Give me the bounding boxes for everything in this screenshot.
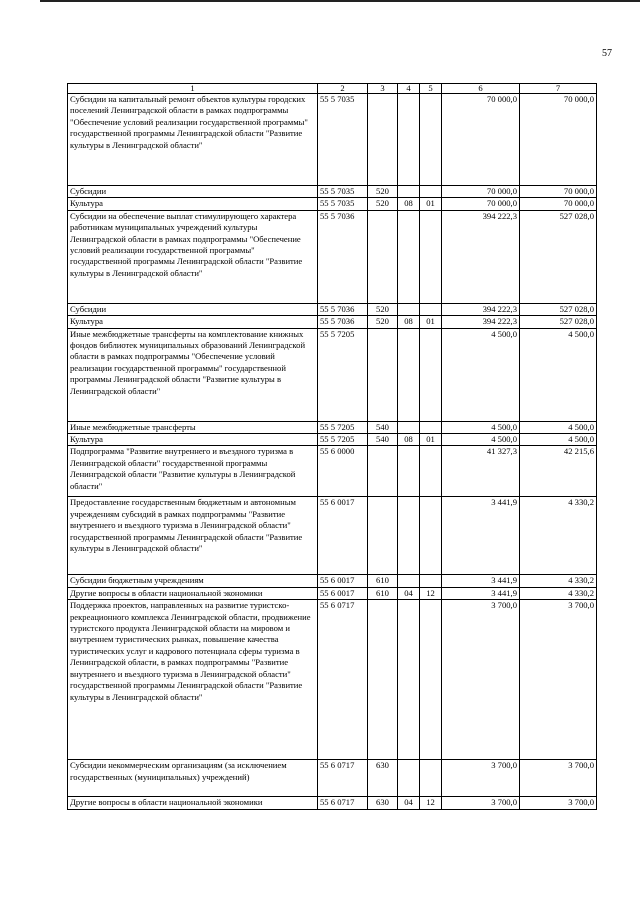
row-code: 55 6 0717 <box>318 760 368 797</box>
table-row <box>68 600 597 760</box>
row-value-1: 4 500,0 <box>442 421 520 433</box>
row-name: Культура <box>68 316 318 328</box>
row-value-2: 4 500,0 <box>520 328 597 421</box>
row-code: 55 6 0017 <box>318 587 368 599</box>
row-pr <box>420 497 442 575</box>
row-value-2: 70 000,0 <box>520 198 597 210</box>
row-code: 55 6 0017 <box>318 575 368 587</box>
row-value-1: 3 700,0 <box>442 760 520 797</box>
row-rz: 08 <box>398 434 420 446</box>
table-row <box>68 434 597 446</box>
row-rz: 08 <box>398 316 420 328</box>
table-row <box>68 446 597 497</box>
table-row <box>68 587 597 599</box>
row-code: 55 5 7036 <box>318 316 368 328</box>
row-rz: 04 <box>398 797 420 809</box>
row-code: 55 5 7035 <box>318 94 368 186</box>
table-row <box>68 303 597 315</box>
row-name: Поддержка проектов, направленных на развитие туристско-рекреационного комплекса Ленинградской области, продвижение туристского продукта Ленинградской области на мировом и внутреннем туристических рынках, повышение качества туристических услуг и кадрового потенциала сферы туризма в Ленинградской области, в рамках подпрограммы "Развитие внутреннего и въездного туризма в Ленинградской области" государственной программы Ленинградской области "Развитие культуры в Ленинградской области" <box>68 600 318 760</box>
row-rz <box>398 760 420 797</box>
row-vr <box>368 497 398 575</box>
row-vr <box>368 600 398 760</box>
row-value-1: 3 441,9 <box>442 575 520 587</box>
row-code: 55 5 7036 <box>318 303 368 315</box>
row-pr: 12 <box>420 797 442 809</box>
row-pr: 01 <box>420 198 442 210</box>
row-vr: 540 <box>368 421 398 433</box>
row-name: Культура <box>68 198 318 210</box>
row-value-2: 70 000,0 <box>520 186 597 198</box>
table-row <box>68 186 597 198</box>
row-vr: 540 <box>368 434 398 446</box>
row-pr: 12 <box>420 587 442 599</box>
row-code: 55 6 0717 <box>318 797 368 809</box>
row-pr <box>420 328 442 421</box>
row-value-1: 3 441,9 <box>442 497 520 575</box>
table-row <box>68 421 597 433</box>
row-name: Субсидии некоммерческим организациям (за исключением государственных (муниципальных) учреждений) <box>68 760 318 797</box>
table-row <box>68 210 597 303</box>
row-code: 55 5 7205 <box>318 434 368 446</box>
row-value-2: 3 700,0 <box>520 760 597 797</box>
header-cell: 1 <box>68 84 318 94</box>
row-vr <box>368 328 398 421</box>
row-value-2: 527 028,0 <box>520 210 597 303</box>
table-row <box>68 328 597 421</box>
row-pr <box>420 303 442 315</box>
table-row <box>68 760 597 797</box>
row-vr: 630 <box>368 760 398 797</box>
row-value-2: 4 500,0 <box>520 434 597 446</box>
row-code: 55 5 7035 <box>318 198 368 210</box>
row-value-1: 70 000,0 <box>442 198 520 210</box>
row-pr <box>420 421 442 433</box>
row-value-1: 394 222,3 <box>442 316 520 328</box>
row-value-2: 4 500,0 <box>520 421 597 433</box>
row-pr: 01 <box>420 316 442 328</box>
row-pr <box>420 94 442 186</box>
header-cell: 5 <box>420 84 442 94</box>
row-rz <box>398 575 420 587</box>
row-value-2: 527 028,0 <box>520 316 597 328</box>
row-rz <box>398 497 420 575</box>
row-name: Субсидии <box>68 186 318 198</box>
row-code: 55 5 7205 <box>318 421 368 433</box>
row-value-1: 41 327,3 <box>442 446 520 497</box>
row-value-2: 70 000,0 <box>520 94 597 186</box>
row-vr: 630 <box>368 797 398 809</box>
row-value-2: 4 330,2 <box>520 575 597 587</box>
row-rz <box>398 600 420 760</box>
table-row <box>68 316 597 328</box>
row-name: Субсидии <box>68 303 318 315</box>
row-code: 55 6 0000 <box>318 446 368 497</box>
row-value-1: 70 000,0 <box>442 94 520 186</box>
row-pr <box>420 186 442 198</box>
row-code: 55 5 7035 <box>318 186 368 198</box>
row-pr <box>420 575 442 587</box>
row-value-1: 3 441,9 <box>442 587 520 599</box>
row-rz <box>398 421 420 433</box>
row-rz: 04 <box>398 587 420 599</box>
table-row <box>68 575 597 587</box>
row-value-2: 3 700,0 <box>520 797 597 809</box>
row-vr: 520 <box>368 198 398 210</box>
row-pr <box>420 446 442 497</box>
row-name: Субсидии на капитальный ремонт объектов культуры городских поселений Ленинградской области в рамках подпрограммы "Обеспечение условий реализации государственной программы" государственной программы Ленинградской области "Развитие культуры в Ленинградской области" <box>68 94 318 186</box>
row-rz <box>398 186 420 198</box>
header-cell: 3 <box>368 84 398 94</box>
row-value-2: 4 330,2 <box>520 587 597 599</box>
row-vr <box>368 446 398 497</box>
row-rz <box>398 328 420 421</box>
row-value-1: 3 700,0 <box>442 600 520 760</box>
row-name: Иные межбюджетные трансферты на комплектование книжных фондов библиотек муниципальных образований Ленинградской области в рамках подпрограммы "Обеспечение условий реализации государственной программы" государственной программы Ленинградской области "Развитие культуры в Ленинградской области" <box>68 328 318 421</box>
row-name: Другие вопросы в области национальной экономики <box>68 587 318 599</box>
row-pr <box>420 760 442 797</box>
budget-table <box>67 83 597 810</box>
row-vr <box>368 94 398 186</box>
row-rz: 08 <box>398 198 420 210</box>
row-value-1: 4 500,0 <box>442 434 520 446</box>
row-value-1: 394 222,3 <box>442 210 520 303</box>
row-pr <box>420 600 442 760</box>
row-code: 55 6 0717 <box>318 600 368 760</box>
row-value-1: 4 500,0 <box>442 328 520 421</box>
row-name: Предоставление государственным бюджетным и автономным учреждениям субсидий в рамках подпрограммы "Развитие внутреннего и въездного туризма в Ленинградской области" государственной программы Ленинградской области "Развитие культуры в Ленинградской области" <box>68 497 318 575</box>
row-value-1: 394 222,3 <box>442 303 520 315</box>
row-rz <box>398 303 420 315</box>
header-cell: 7 <box>520 84 597 94</box>
table-row <box>68 797 597 809</box>
row-name: Подпрограмма "Развитие внутреннего и въездного туризма в Ленинградской области" государственной программы Ленинградской области "Развитие культуры в Ленинградской области" <box>68 446 318 497</box>
row-value-1: 3 700,0 <box>442 797 520 809</box>
row-code: 55 5 7205 <box>318 328 368 421</box>
row-name: Субсидии на обеспечение выплат стимулирующего характера работникам муниципальных учреждений культуры Ленинградской области в рамках подпрограммы "Обеспечение условий реализации государственной программы" государственной программы Ленинградской области "Развитие культуры в Ленинградской области" <box>68 210 318 303</box>
row-vr: 610 <box>368 587 398 599</box>
row-name: Культура <box>68 434 318 446</box>
table-row <box>68 497 597 575</box>
row-name: Другие вопросы в области национальной экономики <box>68 797 318 809</box>
page-number: 57 <box>602 48 612 59</box>
row-value-2: 4 330,2 <box>520 497 597 575</box>
row-name: Субсидии бюджетным учреждениям <box>68 575 318 587</box>
row-name: Иные межбюджетные трансферты <box>68 421 318 433</box>
row-rz <box>398 446 420 497</box>
table-row <box>68 94 597 186</box>
header-row <box>68 84 597 94</box>
row-code: 55 6 0017 <box>318 497 368 575</box>
row-value-2: 42 215,6 <box>520 446 597 497</box>
row-vr: 610 <box>368 575 398 587</box>
header-cell: 6 <box>442 84 520 94</box>
row-vr: 520 <box>368 316 398 328</box>
table-row <box>68 198 597 210</box>
row-value-1: 70 000,0 <box>442 186 520 198</box>
header-cell: 2 <box>318 84 368 94</box>
row-vr: 520 <box>368 186 398 198</box>
row-value-2: 3 700,0 <box>520 600 597 760</box>
scan-edge <box>40 0 640 2</box>
row-code: 55 5 7036 <box>318 210 368 303</box>
row-rz <box>398 94 420 186</box>
row-pr: 01 <box>420 434 442 446</box>
row-value-2: 527 028,0 <box>520 303 597 315</box>
row-pr <box>420 210 442 303</box>
row-vr: 520 <box>368 303 398 315</box>
row-rz <box>398 210 420 303</box>
header-cell: 4 <box>398 84 420 94</box>
row-vr <box>368 210 398 303</box>
